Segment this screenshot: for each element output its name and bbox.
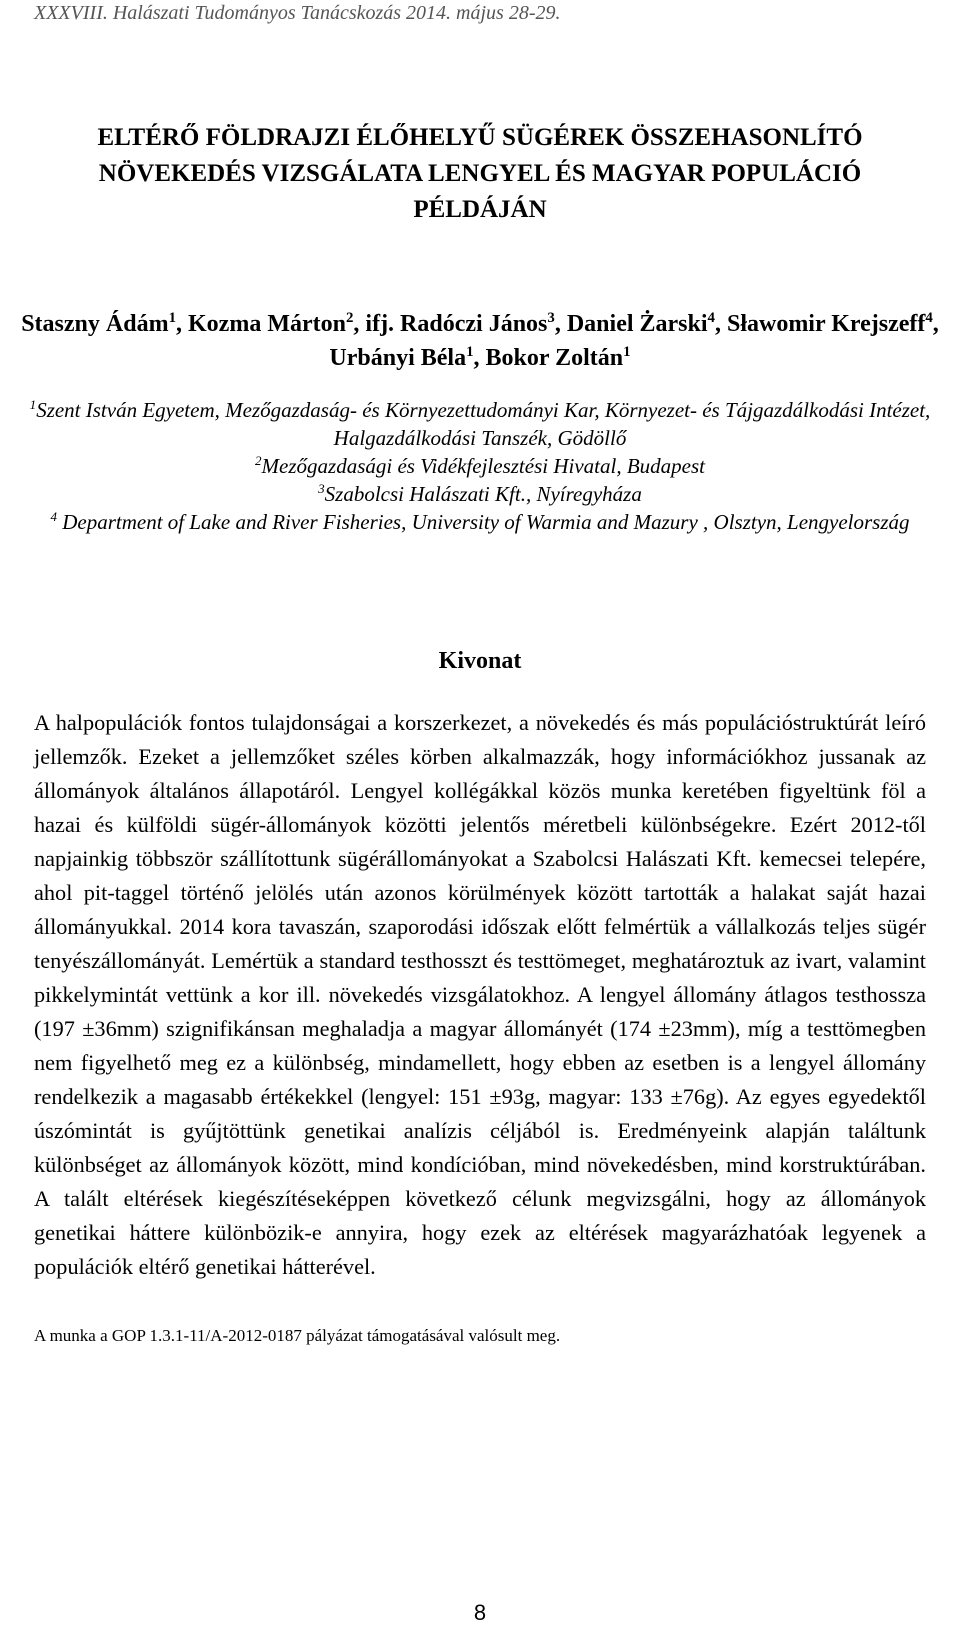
author: Daniel Żarski$^4$, — [566, 310, 727, 337]
title-line: PÉLDÁJÁN — [413, 196, 547, 223]
affiliation-list — [0, 396, 960, 536]
abstract-heading: Kivonat — [438, 648, 522, 674]
paper-title — [0, 120, 960, 228]
affiliation-number: 1 — [29, 397, 37, 412]
author: Sławomir Krejszeff$^4$, — [726, 310, 939, 337]
affiliation: $^2$Mezőgazdasági és Vidékfejlesztési Hivatal, Budapest — [255, 453, 705, 478]
author: Kozma Márton$^2$, — [188, 310, 366, 337]
abstract-body: A halpopulációk fontos tulajdonságai a korszerkezet, a növekedés és más populációstruktúrát leíró jellemzők. Ezeket a jellemzőket széles körben alkalmazzák, hogy információkhoz jussanak az állományok általános állapotáról. Lengyel kollégákkal közös munka keretében figyeltünk föl a hazai és külföldi sügér-állományok közötti jelentős méretbeli különbségekre. Ezért 2012-től napjainkig többször szállítottunk sügérállományokat a Szabolcsi Halászati Kft. kemecsei telepére, ahol pit-taggel történő jelölés után azonos körülmények között tartották a halakat saját hazai állományukkal. 2014 kora tavaszán, szaporodási időszak előtt felmértük a vállalkozás teljes sügér tenyészállományát. Lemértük a standard testhosszt és testtömeget, meghatároztuk az ivart, valamint pikkelymintát vettünk a kor ill. növekedés vizsgálatokhoz. A lengyel állomány átlagos testhossza (197 ±36mm) szignifikánsan meghaladja a magyar állományét (174 ±23mm), míg a testtömegben nem figyelhető meg ez a különbség, mindamellett, hogy ebben az esetben is a lengyel állomány rendelkezik a magasabb értékekkel (lengyel: 151 ±93g, magyar: 133 ±76g). Az egyes egyedektől úszómintát is gyűjtöttünk genetikai analízis céljából is. Eredményeink alapján találtunk különbséget az állományok között, mind kondícióban, mind növekedésben, mind korstruktúrában. A talált eltérések kiegészítéseképpen következő célunk megvizsgálni, hogy az állományok genetikai háttere különbözik-e annyira, hogy ezek az eltérések magyarázhatóak legyenek a populációk eltérő genetikai hátterével. — [34, 710, 926, 1279]
affiliation-number: 2 — [255, 453, 262, 468]
author-list — [0, 307, 960, 375]
author: Bokor Zoltán$^1$ — [485, 344, 631, 371]
author: ifj. Radóczi János$^3$, — [365, 310, 567, 337]
affiliation-marker: 4 — [707, 310, 715, 326]
affiliation-marker: 4 — [925, 310, 933, 326]
title-line: NÖVEKEDÉS VIZSGÁLATA LENGYEL ÉS MAGYAR POPULÁCIÓ — [98, 160, 862, 187]
affiliation-marker: 1 — [466, 344, 474, 360]
author: Urbányi Béla$^1$, — [329, 344, 486, 371]
page-number: 8 — [473, 1600, 487, 1625]
title-line: ELTÉRŐ FÖLDRAJZI ÉLŐHELYŰ SÜGÉREK ÖSSZEHASONLÍTÓ — [97, 124, 863, 151]
affiliation-marker: 3 — [547, 310, 555, 326]
affiliation: $^1$Szent István Egyetem, Mezőgazdaság- és Környezettudományi Kar, Környezet- és Tájgazdálkodási Intézet, Halgazdálkodási Tanszék, Gödöllő — [29, 397, 931, 450]
affiliation: $^3$Szabolcsi Halászati Kft., Nyíregyháza — [318, 481, 642, 506]
affiliation-marker: 1 — [168, 310, 176, 326]
conference-header: XXXVIII. Halászati Tudományos Tanácskozás 2014. május 28-29. — [34, 2, 561, 24]
author: Staszny Ádám$^1$, — [21, 310, 188, 337]
affiliation-marker: 1 — [623, 344, 631, 360]
acknowledgement: A munka a GOP 1.3.1-11/A-2012-0187 pályázat támogatásával valósult meg. — [34, 1326, 561, 1345]
affiliation-number: 4 — [50, 509, 57, 524]
affiliation-number: 3 — [318, 481, 325, 496]
affiliation-marker: 2 — [345, 310, 354, 326]
affiliation: $^4$ Department of Lake and River Fisheries, University of Warmia and Mazury , Olsztyn, Lengyelország — [50, 509, 910, 534]
